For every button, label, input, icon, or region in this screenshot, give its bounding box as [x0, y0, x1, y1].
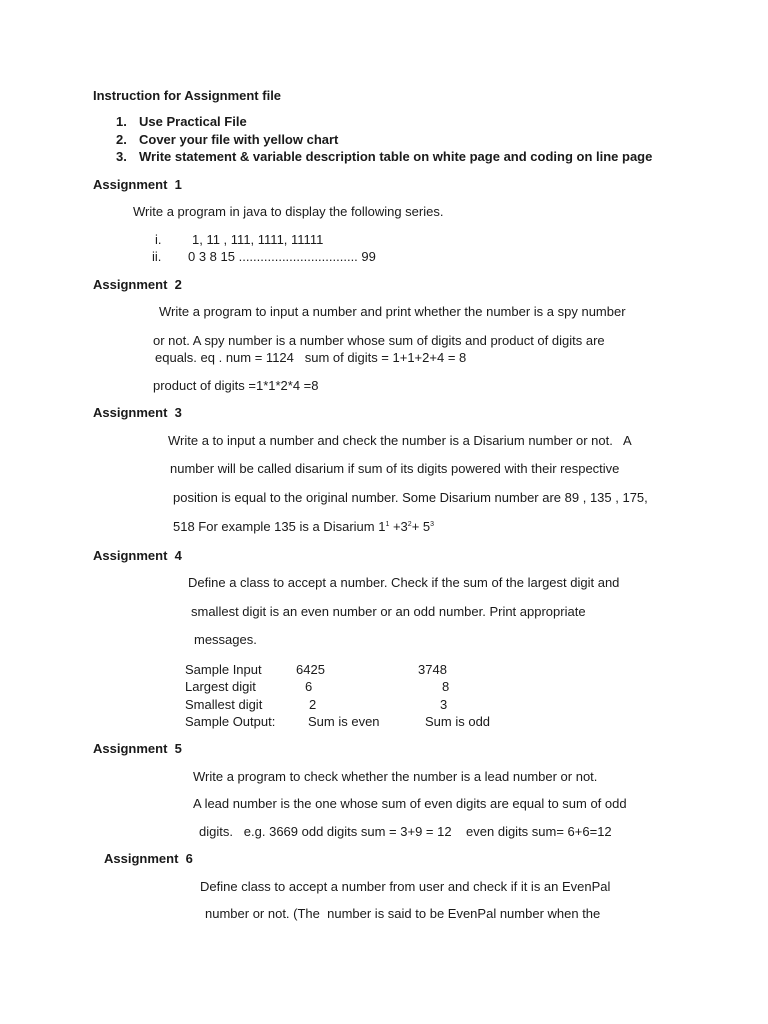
assignment-2-text: Write a program to input a number and print whether the number is a spy number: [159, 304, 626, 319]
assignment-3-title: Assignment 3: [93, 405, 182, 420]
series-item: 0 3 8 15 ................................. 99: [188, 249, 376, 264]
assignment-3-text: 518 For example 135 is a Disarium $1^1 +3^2+ 5^3$: [173, 519, 435, 534]
assignment-1-title: Assignment 1: [93, 177, 182, 192]
assignment-6-title: Assignment 6: [104, 851, 193, 866]
assignment-6-text: number or not. (The number is said to be EvenPal number when the: [205, 906, 601, 921]
assignment-5-text: Write a program to check whether the number is a lead number or not.: [193, 769, 598, 784]
assignment-6-text: Define class to accept a number from user and check if it is an EvenPal: [200, 879, 611, 894]
document-heading: Instruction for Assignment file: [93, 88, 282, 103]
sample-table-value: 6425: [296, 662, 325, 677]
series-number: i.: [155, 232, 162, 247]
assignment-3-text: Write a to input a number and check the number is a Disarium number or not. A: [168, 433, 632, 448]
sample-table-value: 3: [440, 697, 448, 712]
sample-table-value: 3748: [418, 662, 447, 677]
instruction-item: Use Practical File: [139, 114, 247, 129]
assignment-5-title: Assignment 5: [93, 741, 182, 756]
instruction-item: Cover your file with yellow chart: [139, 132, 339, 147]
sample-table-label: Smallest digit: [185, 697, 263, 712]
sample-table-value: 2: [309, 697, 317, 712]
assignment-2-title: Assignment 2: [93, 277, 182, 292]
series-number: ii.: [152, 249, 162, 264]
assignment-4-text: smallest digit is an even number or an odd number. Print appropriate: [191, 604, 586, 619]
assignment-4-text: messages.: [194, 632, 257, 647]
sample-table-value: 6: [305, 679, 313, 694]
sample-table-label: Sample Output:: [185, 714, 276, 729]
sample-table-value: 8: [442, 679, 450, 694]
assignment-5-text: digits. e.g. 3669 odd digits sum = 3+9 = 12 even digits sum= 6+6=12: [199, 824, 612, 839]
sample-table-label: Sample Input: [185, 662, 262, 677]
sample-table-label: Largest digit: [185, 679, 256, 694]
assignment-3-text: position is equal to the original number. Some Disarium number are 89 , 135 , 175,: [173, 490, 648, 505]
instruction-number: 2.: [116, 132, 127, 147]
assignment-2-text: or not. A spy number is a number whose sum of digits and product of digits are: [153, 333, 605, 348]
instruction-item: Write statement & variable description table on white page and coding on line page: [139, 149, 653, 164]
assignment-3-text: number will be called disarium if sum of its digits powered with their respective: [170, 461, 620, 476]
assignment-4-text: Define a class to accept a number. Check if the sum of the largest digit and: [188, 575, 620, 590]
instruction-number: 1.: [116, 114, 127, 129]
sample-table-value: Sum is even: [308, 714, 380, 729]
assignment-5-text: A lead number is the one whose sum of even digits are equal to sum of odd: [193, 796, 627, 811]
series-item: 1, 11 , 111, 1111, 11111: [192, 232, 324, 247]
sample-table-value: Sum is odd: [425, 714, 491, 729]
assignment-1-text: Write a program in java to display the following series.: [133, 204, 444, 219]
instruction-number: 3.: [116, 149, 127, 164]
assignment-2-text: equals. eq . num = 1124 sum of digits = 1+1+2+4 = 8: [155, 350, 467, 365]
assignment-2-text: product of digits =1*1*2*4 =8: [153, 378, 319, 393]
assignment-4-title: Assignment 4: [93, 548, 182, 563]
